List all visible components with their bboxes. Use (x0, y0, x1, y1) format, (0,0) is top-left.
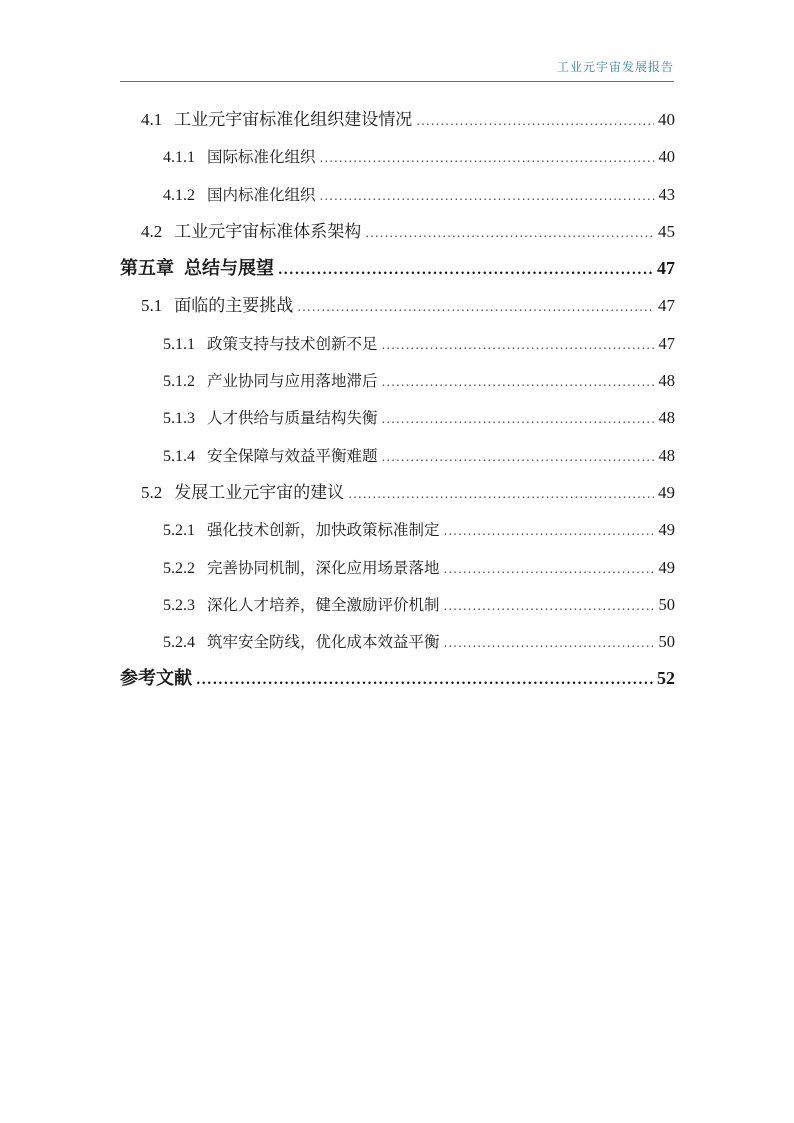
toc-entry-page: 48 (658, 408, 675, 428)
toc-entry[interactable] (120, 586, 675, 623)
toc-entry[interactable] (120, 325, 675, 362)
toc-entry-title: 政策支持与技术创新不足 (207, 334, 378, 353)
toc-entry-page: 45 (658, 221, 675, 241)
toc-dot-leader (444, 625, 655, 662)
toc-entry-number: 5.1.3 (163, 410, 195, 428)
toc-entry-title: 国际标准化组织 (207, 148, 316, 167)
toc-entry-title: 强化技术创新，加快政策标准制定 (207, 521, 440, 540)
toc-dot-leader (196, 662, 653, 699)
toc-entry-title: 国内标准化组织 (207, 185, 316, 204)
toc-chapter-entry[interactable] (120, 250, 675, 287)
table-of-contents (120, 101, 675, 698)
toc-dot-leader (320, 178, 655, 215)
toc-entry-number: 4.1.2 (163, 186, 195, 204)
toc-entry-number: 5.1.2 (163, 373, 195, 391)
toc-dot-leader (382, 401, 655, 438)
toc-entry[interactable] (120, 213, 675, 250)
toc-entry-number: 5.2.2 (163, 559, 195, 577)
toc-entry-page: 47 (658, 296, 675, 316)
toc-entry-number: 5.2.4 (163, 634, 195, 652)
toc-entry-title: 筑牢安全防线，优化成本效益平衡 (207, 633, 440, 652)
toc-dot-leader (444, 588, 655, 625)
toc-entry-title: 完善协同机制，深化应用场景落地 (207, 558, 440, 577)
toc-entry-number: 5.2.3 (163, 596, 195, 614)
toc-entry-number: 5.1.1 (163, 335, 195, 353)
header-divider (120, 81, 674, 82)
toc-chapter-title: 参考文献 (120, 668, 192, 690)
toc-entry[interactable] (120, 362, 675, 399)
toc-entry[interactable] (120, 623, 675, 660)
toc-dot-leader (382, 364, 655, 401)
toc-entry-number: 5.1.4 (163, 447, 195, 465)
toc-dot-leader (365, 215, 654, 252)
toc-dot-leader (416, 103, 654, 140)
toc-entry-page: 47 (657, 258, 675, 279)
toc-entry-title: 工业元宇宙标准化组织建设情况 (174, 110, 413, 130)
running-header: 工业元宇宙发展报告 (556, 60, 674, 74)
toc-dot-leader (444, 551, 655, 588)
toc-entry-number: 5.1 (141, 296, 163, 316)
toc-entry-number: 4.1 (141, 110, 163, 129)
toc-entry-number: 4.2 (141, 221, 163, 241)
toc-entry-page: 52 (657, 668, 675, 689)
toc-dot-leader (320, 140, 655, 177)
toc-dot-leader (297, 289, 654, 326)
toc-entry-number: 5.2 (141, 482, 163, 502)
toc-dot-leader (444, 513, 655, 550)
toc-entry[interactable] (120, 549, 675, 586)
toc-entry-page: 47 (658, 333, 675, 353)
toc-entry-page: 48 (658, 445, 675, 465)
toc-entry-number: 5.2.1 (163, 522, 195, 540)
toc-chapter-title: 总结与展望 (184, 258, 274, 280)
toc-dot-leader (382, 439, 655, 476)
toc-entry[interactable] (120, 176, 675, 213)
toc-entry-title: 深化人才培养，健全激励评价机制 (207, 595, 440, 614)
toc-entry-page: 40 (658, 147, 675, 167)
toc-dot-leader (278, 252, 653, 289)
toc-entry-title: 工业元宇宙标准体系架构 (174, 221, 362, 242)
toc-chapter-entry[interactable] (120, 660, 675, 697)
toc-entry-page: 49 (658, 557, 675, 577)
toc-entry-number: 4.1.1 (163, 149, 195, 167)
toc-entry-page: 40 (658, 110, 675, 129)
toc-entry-page: 49 (658, 482, 675, 502)
toc-entry[interactable] (120, 474, 675, 511)
toc-entry-page: 50 (658, 632, 675, 652)
toc-entry-title: 发展工业元宇宙的建议 (174, 482, 345, 503)
toc-entry[interactable] (120, 511, 675, 548)
toc-entry[interactable] (120, 287, 675, 324)
toc-dot-leader (382, 327, 655, 364)
toc-entry[interactable] (120, 101, 675, 138)
toc-entry[interactable] (120, 399, 675, 436)
toc-entry-page: 43 (658, 184, 675, 204)
toc-entry-title: 面临的主要挑战 (174, 296, 294, 317)
toc-entry-title: 产业协同与应用落地滞后 (207, 372, 378, 391)
toc-entry[interactable] (120, 437, 675, 474)
toc-entry-title: 安全保障与效益平衡难题 (207, 446, 378, 465)
toc-entry-title: 人才供给与质量结构失衡 (207, 409, 378, 428)
toc-dot-leader (348, 476, 654, 513)
toc-entry-page: 50 (658, 594, 675, 614)
toc-entry[interactable] (120, 138, 675, 175)
toc-entry-page: 49 (658, 520, 675, 540)
toc-chapter-number: 第五章 (120, 258, 174, 280)
toc-entry-page: 48 (658, 371, 675, 391)
